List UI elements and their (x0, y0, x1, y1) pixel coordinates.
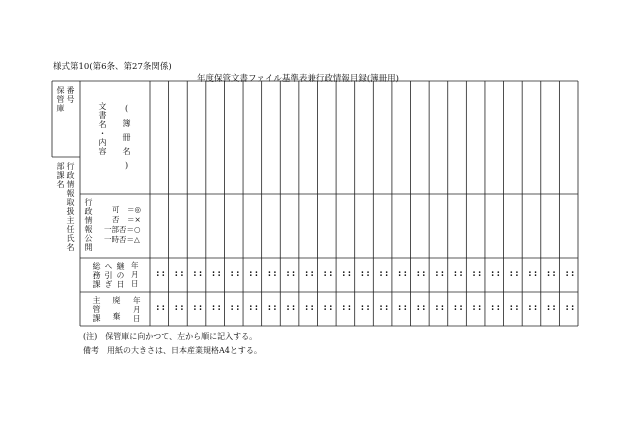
note-2: 備考 用紙の大きさは、日本産業規格A4とする。 (83, 346, 262, 355)
document-name-paren: (簿冊名) (122, 104, 131, 176)
transfer-year: 年 (131, 261, 139, 270)
date-colon: : (156, 303, 160, 313)
date-colon: : (249, 269, 253, 279)
date-colon: : (459, 303, 463, 313)
date-colon: : (379, 303, 383, 313)
date-colon: : (211, 303, 216, 313)
disposal-day: 日 (133, 314, 141, 323)
date-colon: : (174, 269, 178, 279)
date-colon: : (291, 269, 296, 279)
date-colon: : (286, 303, 290, 313)
date-colon: : (236, 303, 240, 313)
storage-label-1: 保管庫 (56, 86, 65, 113)
date-colon: : (491, 269, 495, 279)
date-colon: : (546, 269, 551, 279)
date-colon: : (403, 269, 407, 279)
admin-info-person-label: 行政情報取扱主任氏名 (66, 162, 75, 252)
date-colon: : (304, 303, 309, 313)
date-colon: : (384, 269, 389, 279)
disposal-year: 年 (133, 296, 141, 305)
date-colon: : (435, 269, 439, 279)
date-colon: : (230, 269, 234, 279)
transfer-day: 日 (131, 279, 139, 288)
date-colon: : (496, 303, 500, 313)
storage-label-2: 番号 (66, 86, 75, 104)
disclosure-option: 一時否＝△ (104, 235, 140, 244)
date-colon: : (161, 303, 165, 313)
date-colon: : (440, 303, 445, 313)
transfer-label-mid2: 継の日 (116, 262, 125, 289)
date-colon: : (198, 303, 203, 313)
date-colon: : (453, 269, 458, 279)
date-colon: : (533, 269, 538, 279)
date-colon: : (552, 269, 556, 279)
transfer-month: 月 (131, 270, 139, 279)
date-colon: : (347, 269, 352, 279)
date-colon: : (310, 269, 314, 279)
date-colon: : (435, 303, 439, 313)
date-colon: : (310, 303, 314, 313)
form-label: 様式第10(第6条、第27条関係) (53, 62, 172, 72)
date-colon: : (174, 303, 178, 313)
date-colon: : (384, 303, 389, 313)
date-colon: : (440, 269, 445, 279)
disclosure-option: 可 ＝◎ (112, 205, 142, 214)
date-colon: : (211, 269, 216, 279)
date-colon: : (397, 269, 402, 279)
disclosure-title: 行政情報公開 (84, 198, 93, 252)
date-colon: : (286, 269, 290, 279)
date-colon: : (304, 269, 309, 279)
date-colon: : (156, 269, 160, 279)
date-colon: : (360, 269, 365, 279)
date-colon: : (528, 269, 532, 279)
date-colon: : (472, 269, 476, 279)
date-colon: : (342, 303, 346, 313)
date-colon: : (509, 303, 513, 313)
date-colon: : (193, 269, 197, 279)
note-1: (注) 保管庫に向かつて、左から順に記入する。 (83, 332, 258, 341)
date-colon: : (360, 303, 365, 313)
date-colon: : (528, 303, 532, 313)
form-title: 年度保管文書ファイル基準表兼行政情報目録(簿冊用) (197, 74, 399, 84)
date-colon: : (329, 269, 333, 279)
date-colon: : (403, 303, 407, 313)
date-colon: : (571, 269, 575, 279)
date-colon: : (267, 303, 272, 313)
disposal-label-left: 主管課 (92, 296, 101, 323)
date-colon: : (254, 269, 259, 279)
date-colon: : (496, 269, 500, 279)
date-colon: : (273, 303, 277, 313)
date-colon: : (546, 303, 551, 313)
date-colon: : (509, 269, 513, 279)
disposal-label-mid: 廃棄 (112, 296, 121, 328)
date-colon: : (323, 269, 327, 279)
date-colon: : (249, 303, 253, 313)
date-colon: : (552, 303, 556, 313)
date-colon: : (254, 303, 259, 313)
date-colon: : (180, 303, 184, 313)
date-colon: : (533, 303, 538, 313)
date-colon: : (329, 303, 333, 313)
date-colon: : (491, 303, 495, 313)
date-colon: : (323, 303, 327, 313)
date-colon: : (422, 303, 426, 313)
date-colon: : (366, 303, 370, 313)
date-colon: : (397, 303, 402, 313)
disclosure-option: 一部否＝○ (104, 225, 141, 234)
date-colon: : (422, 269, 426, 279)
date-colon: : (565, 303, 569, 313)
date-colon: : (267, 269, 272, 279)
transfer-label-left: 総務課 (92, 262, 101, 289)
date-colon: : (565, 269, 569, 279)
date-colon: : (347, 303, 352, 313)
date-colon: : (366, 269, 370, 279)
date-colon: : (472, 303, 476, 313)
document-name-label: 文書名・内容 (98, 102, 107, 156)
disposal-month: 月 (133, 305, 141, 314)
department-label: 部課名 (56, 162, 65, 189)
date-colon: : (515, 269, 519, 279)
date-colon: : (515, 303, 519, 313)
date-colon: : (453, 303, 458, 313)
transfer-label-mid: へ引ぎ (104, 262, 113, 289)
date-colon: : (198, 269, 203, 279)
date-colon: : (273, 269, 277, 279)
date-colon: : (230, 303, 234, 313)
date-colon: : (459, 269, 463, 279)
disclosure-option: 否 ＝× (112, 215, 141, 224)
date-colon: : (379, 269, 383, 279)
date-colon: : (571, 303, 575, 313)
date-colon: : (342, 269, 346, 279)
date-colon: : (416, 269, 420, 279)
date-colon: : (193, 303, 197, 313)
date-colon: : (180, 269, 184, 279)
date-colon: : (478, 303, 482, 313)
date-colon: : (217, 303, 221, 313)
date-colon: : (236, 269, 240, 279)
date-colon: : (478, 269, 482, 279)
date-colon: : (217, 269, 221, 279)
date-colon: : (416, 303, 420, 313)
date-colon: : (291, 303, 296, 313)
date-colon: : (161, 269, 165, 279)
